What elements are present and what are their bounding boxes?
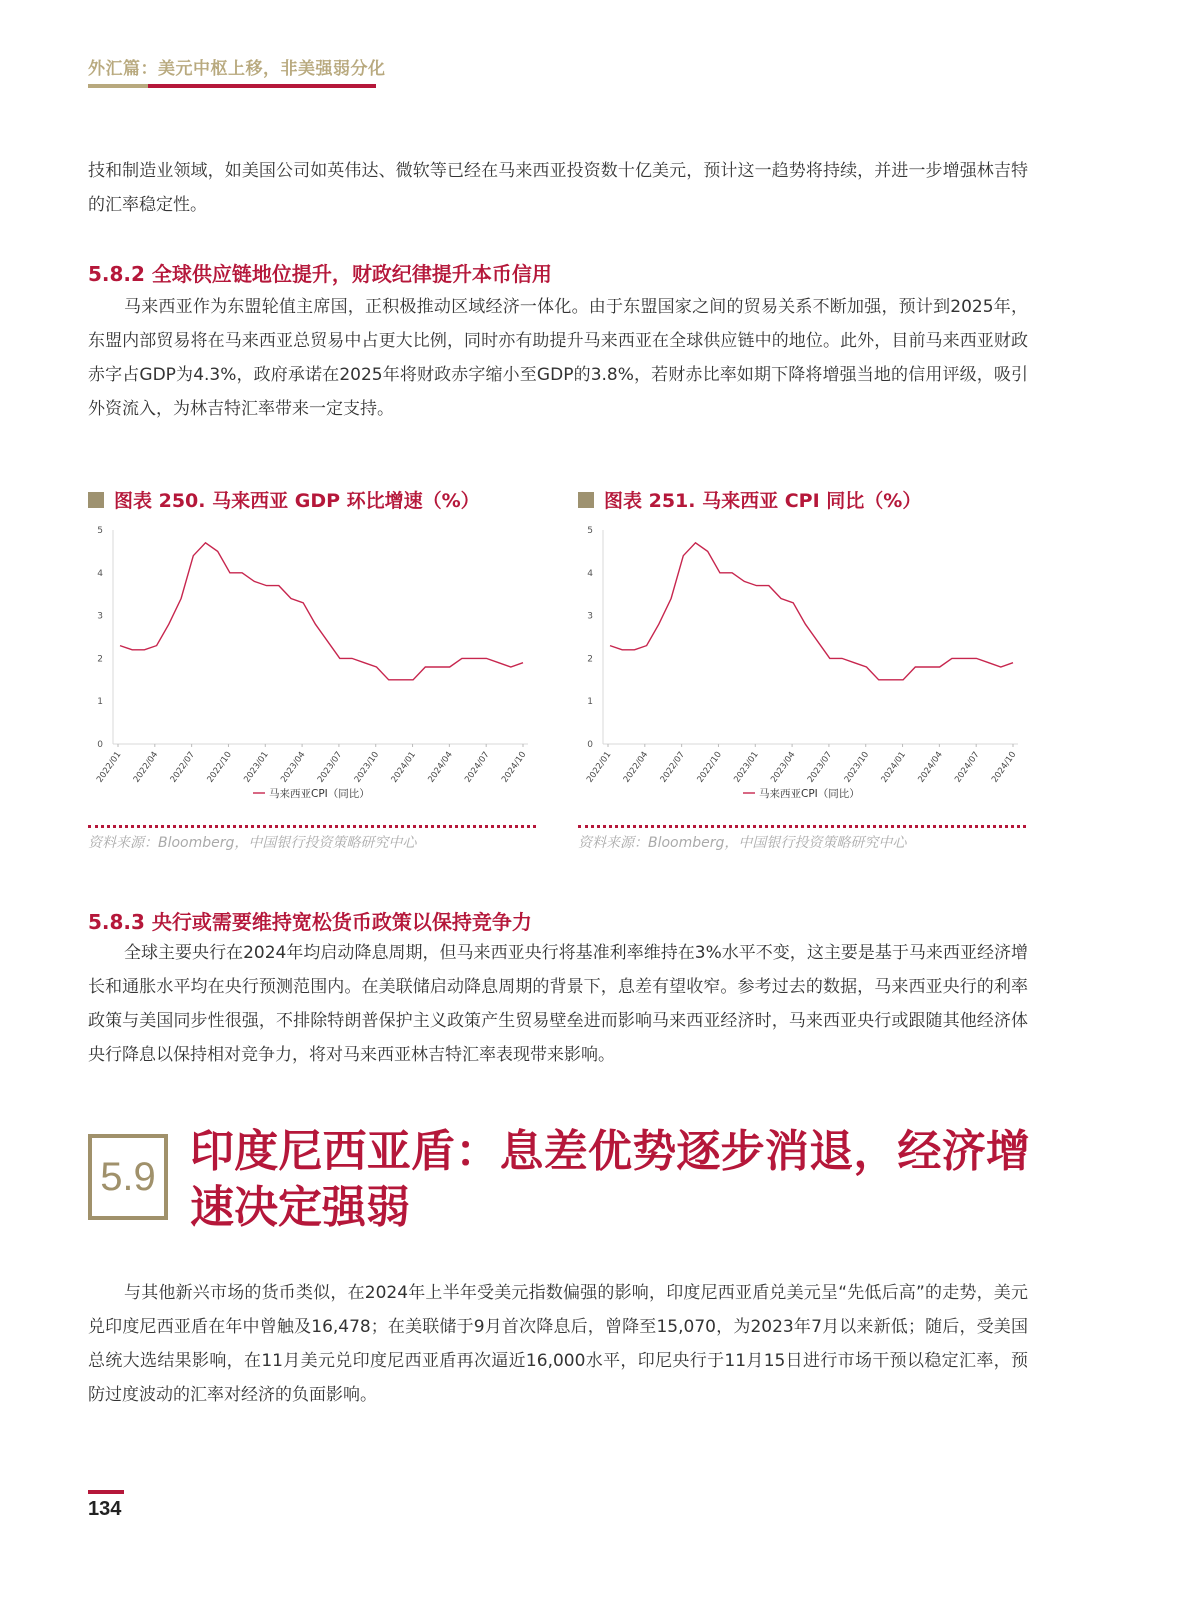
chart-251-plot <box>578 522 1028 817</box>
y-tick-label: 0 <box>97 740 103 750</box>
chart-marker-icon <box>88 492 104 508</box>
body-5-9: 与其他新兴市场的货币类似，在2024年上半年受美元指数偏强的影响，印度尼西亚盾兑美元呈“先低后高”的走势，美元兑印度尼西亚盾在年中曾触及16,478；在美联储于9月首次降息后，曾降至15,070，为2023年7月以来新低；随后，受美国总统大选结果影响，在11月美元兑印度尼西亚盾再次逼近16,000水平，印尼央行于11月15日进行市场干预以稳定汇率，预防过度波动的汇率对经济的负面影响。 <box>88 1283 1028 1405</box>
chart-251-title-text: 图表 251. 马来西亚 CPI 同比（%） <box>604 490 922 512</box>
x-tick-label: 2022/07 <box>168 749 198 785</box>
legend-label: 马来西亚CPI（同比） <box>759 788 860 800</box>
x-tick-label: 2022/10 <box>695 749 724 785</box>
x-tick-label: 2022/01 <box>585 749 614 785</box>
series-line <box>610 543 1013 680</box>
x-tick-label: 2022/04 <box>131 749 161 785</box>
chart-251-title <box>578 486 921 513</box>
heading-5-8-2: 5.8.2 全球供应链地位提升，财政纪律提升本币信用 <box>88 262 552 286</box>
section-number-badge: 5.9 <box>88 1134 168 1220</box>
body-5-8-3: 全球主要央行在2024年均启动降息周期，但马来西亚央行将基准利率维持在3%水平不变，这主要是基于马来西亚经济增长和通胀水平均在央行预测范围内。在美联储启动降息周期的背景下，息差有望收窄。参考过去的数据，马来西亚央行的利率政策与美国同步性很强，不排除特朗普保护主义政策产生贸易壁垒进而影响马来西亚经济时，马来西亚央行或跟随其他经济体央行降息以保持相对竞争力，将对马来西亚林吉特汇率表现带来影响。 <box>88 943 1028 1065</box>
x-tick-label: 2024/01 <box>879 749 909 785</box>
heading-5-8-3: 5.8.3 央行或需要维持宽松货币政策以保持竞争力 <box>88 910 532 934</box>
x-tick-label: 2024/10 <box>990 749 1019 785</box>
y-tick-label: 4 <box>97 568 103 579</box>
x-tick-label: 2023/04 <box>769 749 798 785</box>
y-tick-label: 2 <box>97 654 103 665</box>
x-tick-label: 2023/01 <box>732 749 761 785</box>
y-tick-label: 3 <box>587 611 593 622</box>
y-tick-label: 3 <box>97 611 103 622</box>
chart-250-source: 资料来源：Bloomberg，中国银行投资策略研究中心 <box>88 835 417 851</box>
y-tick-label: 1 <box>97 697 103 708</box>
chart-250-title <box>88 486 480 513</box>
x-tick-label: 2023/04 <box>279 749 308 785</box>
chart-250 <box>88 486 538 858</box>
chart-250-title-text: 图表 250. 马来西亚 GDP 环比增速（%） <box>114 490 480 512</box>
x-tick-label: 2023/10 <box>842 749 872 785</box>
x-tick-label: 2022/01 <box>95 749 124 785</box>
x-tick-label: 2022/04 <box>621 749 651 785</box>
series-line <box>120 543 523 680</box>
chart-250-plot <box>88 522 538 817</box>
y-tick-label: 2 <box>587 654 593 665</box>
y-tick-label: 0 <box>587 740 593 750</box>
chart-251-divider <box>578 825 1026 828</box>
x-tick-label: 2024/01 <box>389 749 419 785</box>
x-tick-label: 2024/04 <box>916 749 945 785</box>
chart-251 <box>578 486 1028 858</box>
page-number: 134 <box>88 1498 122 1520</box>
x-tick-label: 2022/07 <box>658 749 688 785</box>
x-tick-label: 2024/07 <box>953 749 982 785</box>
chart-251-source: 资料来源：Bloomberg，中国银行投资策略研究中心 <box>578 835 907 851</box>
chart-250-divider <box>88 825 536 828</box>
x-tick-label: 2024/04 <box>426 749 455 785</box>
legend-label: 马来西亚CPI（同比） <box>269 788 370 800</box>
header-rule-red <box>148 84 376 88</box>
x-tick-label: 2022/10 <box>205 749 234 785</box>
chart-marker-icon <box>578 492 594 508</box>
y-tick-label: 5 <box>587 526 593 536</box>
x-tick-label: 2023/10 <box>352 749 382 785</box>
header-title: 外汇篇：美元中枢上移，非美强弱分化 <box>88 59 386 79</box>
body-5-8-2: 马来西亚作为东盟轮值主席国，正积极推动区域经济一体化。由于东盟国家之间的贸易关系不断加强，预计到2025年，东盟内部贸易将在马来西亚总贸易中占更大比例，同时亦有助提升马来西亚在全球供应链中的地位。此外，目前马来西亚财政赤字占GDP为4.3%，政府承诺在2025年将财政赤字缩小至GDP的3.8%，若财赤比率如期下降将增强当地的信用评级，吸引外资流入，为林吉特汇率带来一定支持。 <box>88 297 1028 419</box>
x-tick-label: 2023/07 <box>805 749 835 785</box>
x-tick-label: 2023/07 <box>315 749 345 785</box>
x-tick-label: 2024/07 <box>463 749 492 785</box>
y-tick-label: 5 <box>97 526 103 536</box>
x-tick-label: 2023/01 <box>242 749 271 785</box>
x-tick-label: 2024/10 <box>500 749 529 785</box>
footer-rule <box>88 1490 124 1494</box>
y-tick-label: 4 <box>587 568 593 579</box>
section-5-9-title: 印度尼西亚盾：息差优势逐步消退，经济增速决定强弱 <box>190 1126 1030 1233</box>
header-rule-gold <box>88 84 148 88</box>
intro-paragraph: 技和制造业领域，如美国公司如英伟达、微软等已经在马来西亚投资数十亿美元，预计这一趋势将持续，并进一步增强林吉特的汇率稳定性。 <box>88 161 1028 215</box>
y-tick-label: 1 <box>587 697 593 708</box>
